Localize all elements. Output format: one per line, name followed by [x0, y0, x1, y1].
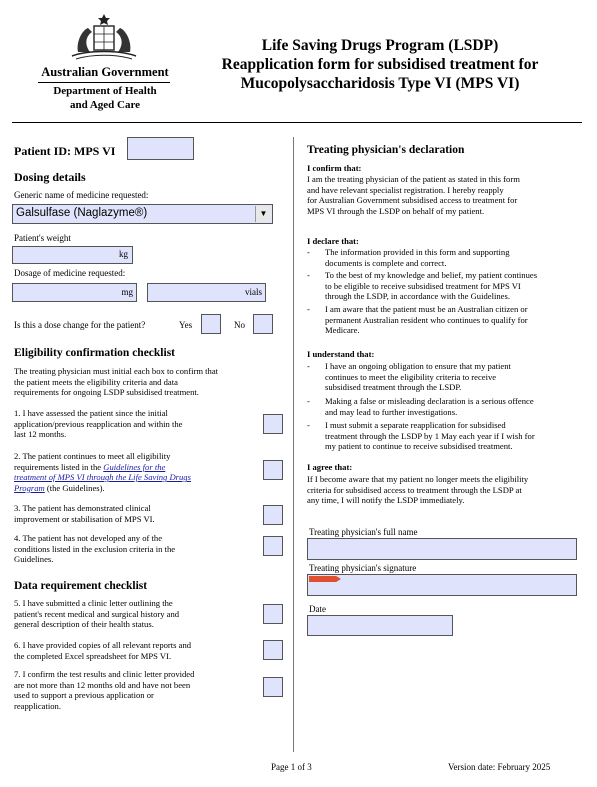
understand-item-2 — [325, 396, 534, 417]
text-line: reapplication. — [14, 700, 62, 711]
text-line: MPS VI through the LSDP on behalf of my patient. — [307, 205, 485, 216]
dose-change-yes-checkbox[interactable] — [201, 314, 221, 334]
data-req-5-checkbox[interactable] — [263, 604, 283, 624]
text-line: and may lead to further investigations. — [325, 406, 458, 417]
weight-field[interactable] — [12, 246, 133, 264]
data-req-heading: Data requirement checklist — [14, 580, 148, 592]
text-line: Guidelines. — [14, 554, 54, 565]
text-line: the completed Excel spreadsheet for MPS VI. — [14, 650, 172, 661]
eligibility-intro — [14, 366, 218, 398]
text-line: any time, I will notify the LSDP immediately. — [307, 495, 465, 506]
medicine-value: Galsulfase (Naglazyme®) — [16, 207, 148, 219]
understand-item-1 — [325, 361, 511, 393]
column-divider — [293, 137, 294, 752]
declare-item-1 — [325, 247, 510, 268]
declare-item-3 — [325, 304, 528, 336]
text-line: 3. The patient has demonstrated clinical — [14, 503, 151, 513]
agree-heading: I agree that: — [307, 462, 353, 472]
declare-heading: I declare that: — [307, 236, 359, 246]
text-line: patient's recent medical and surgical history and — [14, 608, 180, 619]
eligibility-3-checkbox[interactable] — [263, 505, 283, 525]
text-line: The treating physician must initial each box to confirm that — [14, 366, 219, 376]
dropdown-arrow-icon[interactable]: ▼ — [255, 206, 271, 222]
data-req-item-5 — [14, 598, 179, 630]
text-line: requirements for ongoing LSDP subsidised treatment. — [14, 387, 199, 398]
vials-unit: vials — [245, 287, 262, 297]
text-line: 5. I have submitted a clinic letter outlining the — [14, 598, 173, 608]
department-line2: and Aged Care — [69, 99, 141, 111]
bullet: - — [307, 420, 310, 430]
bullet: - — [307, 361, 310, 371]
medicine-label: Generic name of medicine requested: — [14, 190, 149, 200]
eligibility-item-2 — [14, 451, 191, 493]
text-line: I must submit a separate reapplication for subsidised — [325, 420, 506, 430]
bullet: - — [307, 304, 310, 314]
no-label: No — [234, 320, 245, 330]
text-line: requirements listed in the — [14, 461, 104, 472]
yes-label: Yes — [179, 320, 193, 330]
text-line: 2. The patient continues to meet all eligibility — [14, 451, 171, 461]
physician-name-label: Treating physician's full name — [309, 527, 418, 537]
bullet: - — [307, 396, 310, 406]
eligibility-heading: Eligibility confirmation checklist — [14, 347, 175, 359]
text-line: criteria for subsidised access to treatment through the LSDP at — [307, 484, 522, 495]
text-line: permanent Australian resident who continues to qualify for — [325, 314, 528, 325]
dosage-label: Dosage of medicine requested: — [14, 268, 126, 278]
agree-text — [307, 474, 528, 506]
confirm-text — [307, 174, 520, 216]
dose-change-question: Is this a dose change for the patient? — [14, 320, 146, 330]
text-line: last 12 months. — [14, 429, 67, 440]
text-line: continues to meet the eligibility criteria to receive — [325, 371, 497, 382]
date-label: Date — [309, 604, 326, 614]
text-line: through the LSDP, in accordance with the Guidelines. — [325, 291, 510, 302]
text-line: If I become aware that my patient no longer meets the eligibility — [307, 474, 529, 484]
eligibility-item-3 — [14, 503, 155, 524]
text-line: The information provided in this form and supporting — [325, 247, 510, 257]
eligibility-2-checkbox[interactable] — [263, 460, 283, 480]
data-req-6-checkbox[interactable] — [263, 640, 283, 660]
confirm-heading: I confirm that: — [307, 163, 362, 173]
title-line3: Mucopolysaccharidosis Type VI (MPS VI) — [240, 75, 520, 92]
eligibility-1-checkbox[interactable] — [263, 414, 283, 434]
text-line: I am the treating physician of the patient as stated in this form — [307, 174, 520, 184]
eligibility-item-4 — [14, 533, 175, 565]
dosage-mg-field[interactable] — [12, 283, 137, 302]
data-req-item-7 — [14, 669, 194, 711]
bullet: - — [307, 247, 310, 257]
text-line: (the Guidelines). — [44, 482, 105, 493]
medicine-select[interactable] — [12, 204, 273, 224]
text-line: 4. The patient has not developed any of the — [14, 533, 163, 543]
gov-divider — [38, 82, 170, 83]
text-line: are not more than 12 months old and have not been — [14, 679, 191, 690]
physician-signature-label: Treating physician's signature — [309, 563, 417, 573]
text-line: and have relevant specialist registration. I hereby reapply — [307, 184, 504, 195]
data-req-7-checkbox[interactable] — [263, 677, 283, 697]
text-line: documents is complete and correct. — [325, 257, 447, 268]
text-line: for Australian Government subsidised access to treatment for — [307, 195, 518, 206]
text-line: my patient to continue to receive subsidised treatment. — [325, 441, 513, 452]
bullet: - — [307, 270, 310, 280]
title-line2: Reapplication form for subsidised treatment for — [221, 56, 539, 73]
signature-flag-icon[interactable] — [309, 576, 341, 582]
mg-unit: mg — [121, 287, 133, 297]
physician-name-field[interactable] — [307, 538, 577, 560]
text-line: the patient meets the eligibility criteria and data — [14, 376, 178, 387]
title-line1: Life Saving Drugs Program (LSDP) — [261, 37, 499, 54]
text-line: I am aware that the patient must be an Australian citizen or — [325, 304, 528, 314]
text-line: subsidised treatment through the LSDP. — [325, 382, 462, 393]
text-line: 6. I have provided copies of all relevant reports and — [14, 640, 192, 650]
page-number: Page 1 of 3 — [271, 762, 312, 772]
understand-heading: I understand that: — [307, 349, 375, 359]
guidelines-link-cont[interactable]: treatment of MPS VI through the Life Saving Drugs — [14, 472, 191, 483]
declare-item-2 — [325, 270, 537, 302]
text-line: To the best of my knowledge and belief, my patient continues — [325, 270, 538, 280]
department-line1: Department of Health — [53, 85, 157, 97]
text-line: I have an ongoing obligation to ensure that my patient — [325, 361, 511, 371]
version-date: Version date: February 2025 — [448, 762, 551, 772]
eligibility-item-1 — [14, 408, 183, 440]
text-line: Making a false or misleading declaration is a serious offence — [325, 396, 534, 406]
dosing-heading: Dosing details — [14, 170, 86, 184]
text-line: 7. I confirm the test results and clinic letter provided — [14, 669, 195, 679]
data-req-item-6 — [14, 640, 191, 661]
text-line: application/previous reapplication and within the — [14, 418, 183, 429]
dosage-vials-field[interactable] — [147, 283, 266, 302]
text-line: used to support a previous application or — [14, 690, 154, 701]
declaration-heading: Treating physician's declaration — [307, 144, 465, 156]
patient-id-label: Patient ID: MPS VI — [14, 144, 116, 158]
weight-label: Patient's weight — [14, 233, 71, 243]
text-line: general description of their health status. — [14, 619, 154, 630]
guidelines-link-end[interactable]: Program — [14, 482, 45, 493]
text-line: to be eligible to receive subsidised treatment for MPS VI — [325, 280, 521, 291]
text-line: improvement or stabilisation of MPS VI. — [14, 513, 155, 524]
guidelines-link[interactable]: Guidelines for the — [103, 461, 166, 472]
text-line: treatment through the LSDP by 1 May each year if I wish for — [325, 430, 535, 441]
eligibility-4-checkbox[interactable] — [263, 536, 283, 556]
dose-change-no-checkbox[interactable] — [253, 314, 273, 334]
government-name: Australian Government — [41, 65, 169, 79]
understand-item-3 — [325, 420, 535, 452]
date-field[interactable] — [307, 615, 453, 636]
text-line: 1. I have assessed the patient since the initial — [14, 408, 168, 418]
physician-signature-field[interactable] — [307, 574, 577, 596]
weight-unit: kg — [119, 249, 128, 259]
coat-of-arms-icon — [68, 12, 140, 62]
header-rule — [12, 122, 582, 123]
text-line: Medicare. — [325, 325, 360, 336]
patient-id-field[interactable] — [127, 137, 194, 160]
text-line: conditions listed in the exclusion criteria in the — [14, 543, 176, 554]
